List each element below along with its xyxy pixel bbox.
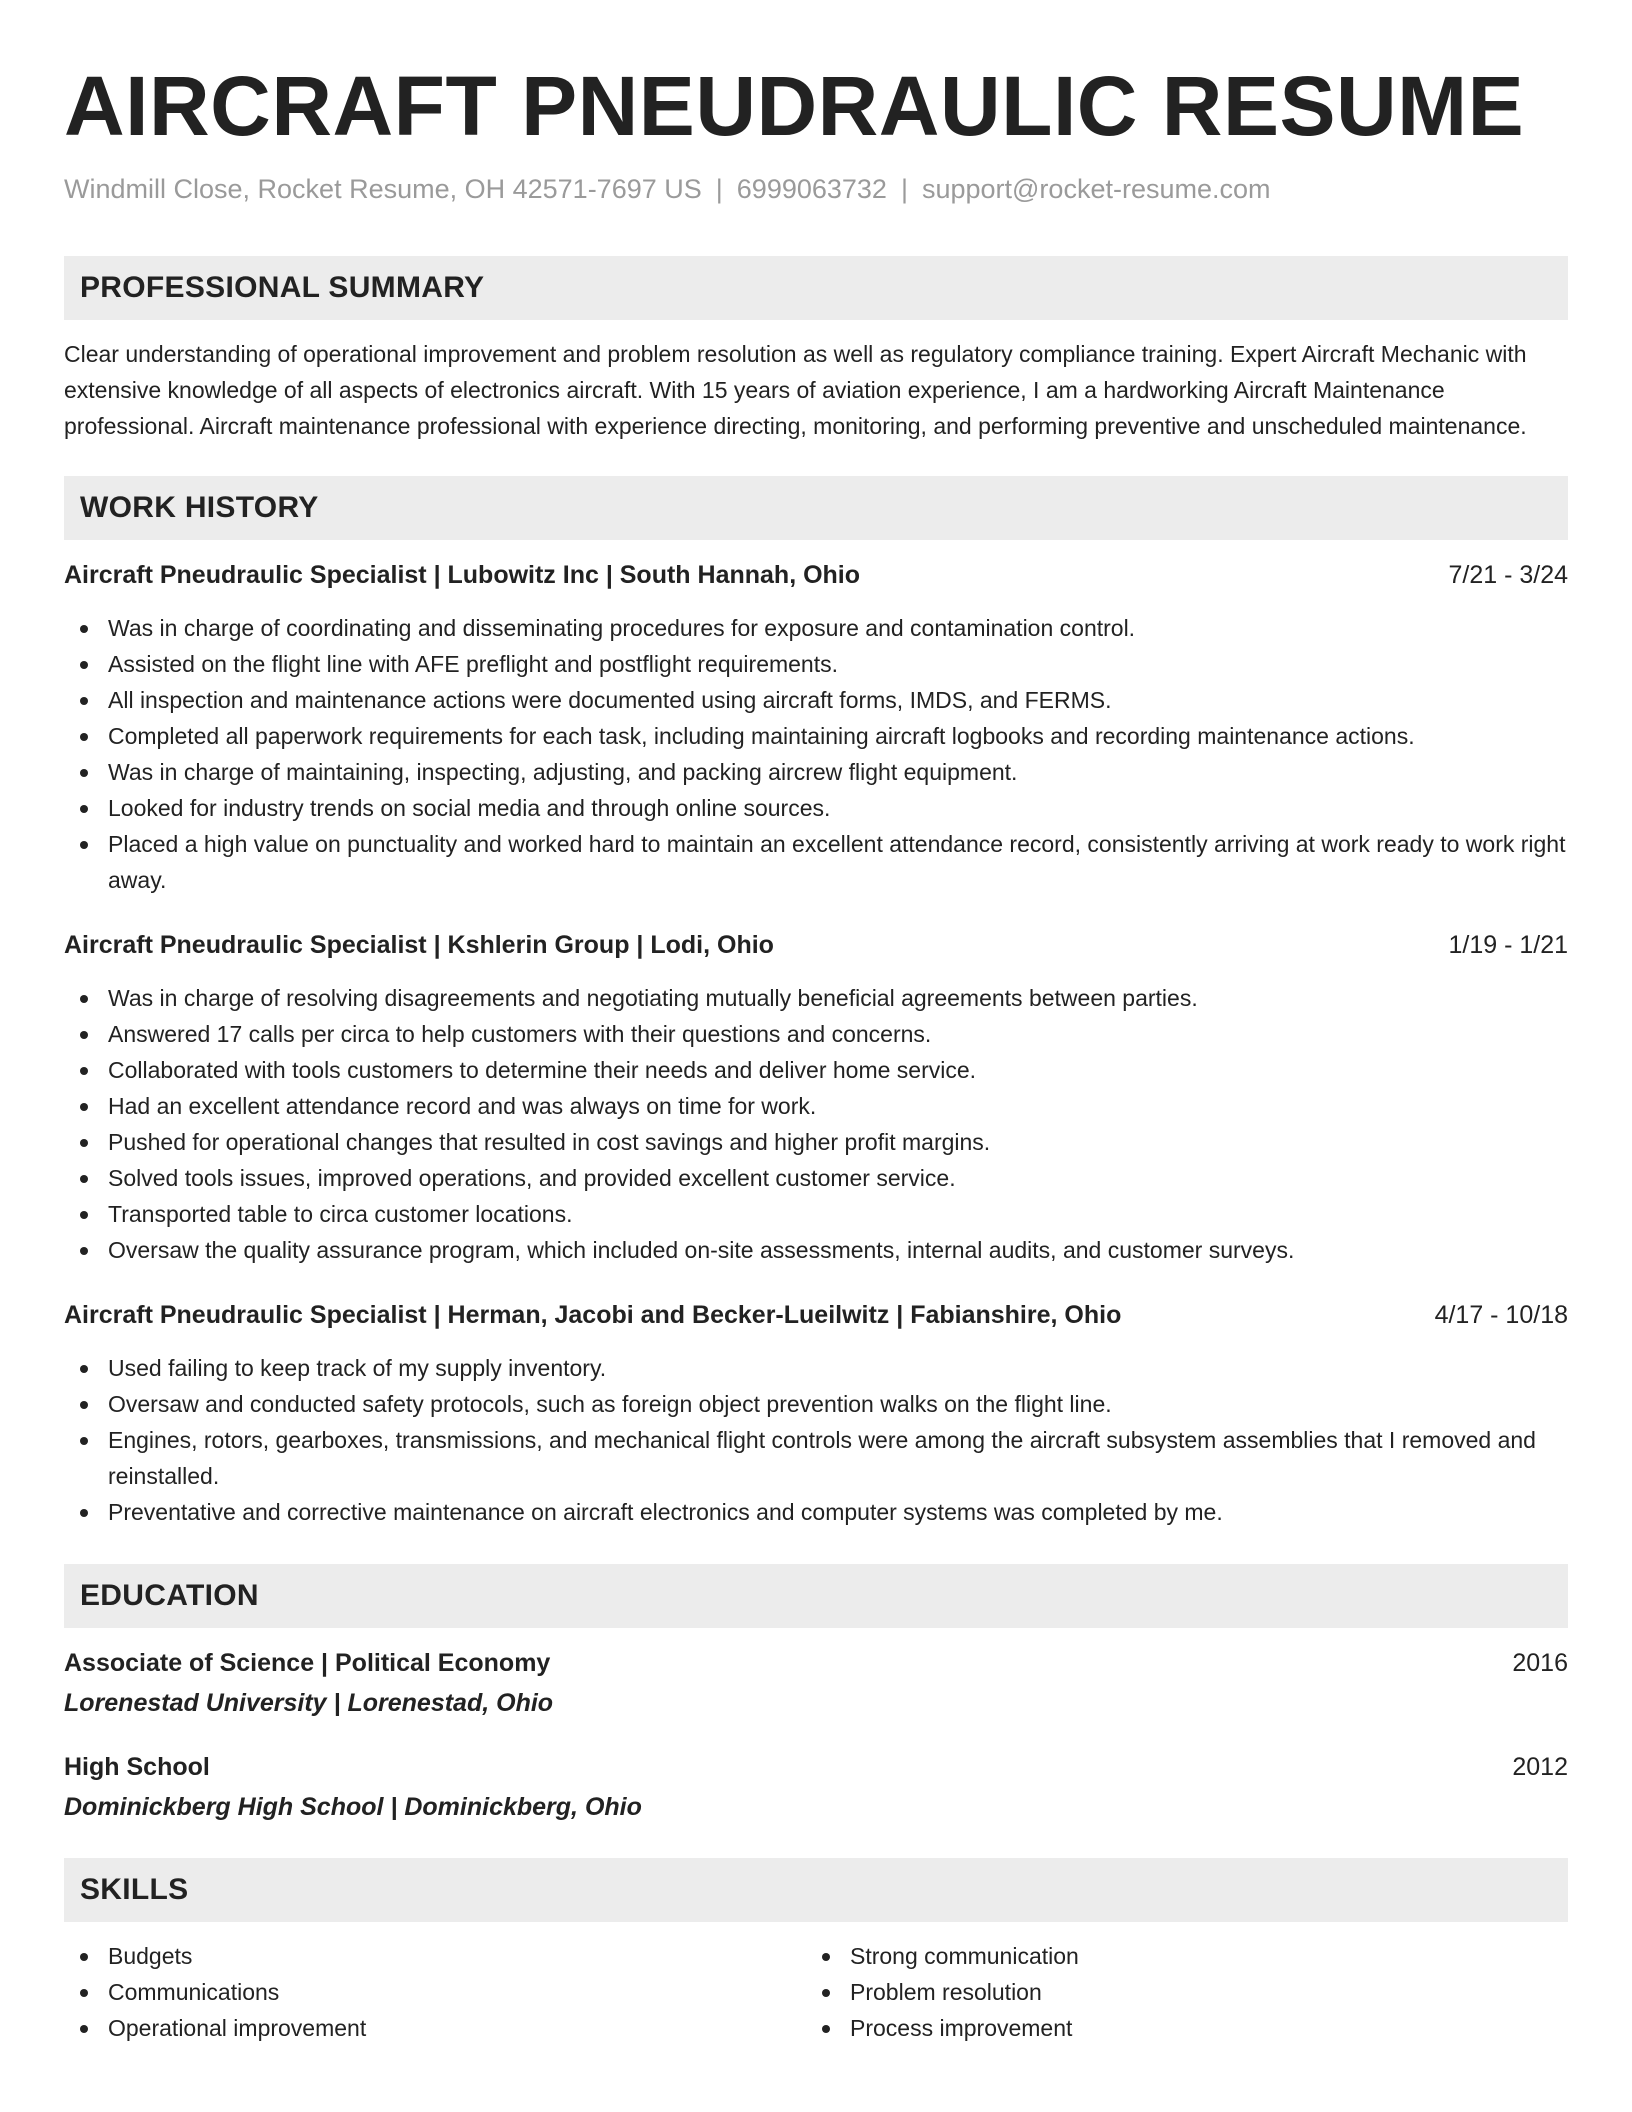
job-bullet: Was in charge of maintaining, inspecting, adjusting, and packing aircrew flight equipment. — [64, 754, 1568, 790]
skills-column-right — [806, 1938, 1568, 2046]
education-degree: Associate of Science | Political Economy — [64, 1649, 551, 1677]
skill-item: Budgets — [64, 1938, 806, 1974]
education-header — [64, 1750, 1568, 1784]
job-bullet: Answered 17 calls per circa to help customers with their questions and concerns. — [64, 1016, 1568, 1052]
section-header-work-history: WORK HISTORY — [64, 476, 1568, 540]
skill-item: Operational improvement — [64, 2010, 806, 2046]
education-school: Lorenestad University | Lorenestad, Ohio — [64, 1689, 554, 1717]
section-header-summary: PROFESSIONAL SUMMARY — [64, 256, 1568, 320]
contact-phone: 6999063732 — [736, 174, 887, 204]
education-degree: High School — [64, 1753, 210, 1781]
job-bullet: Transported table to circa customer locations. — [64, 1196, 1568, 1232]
contact-email: support@rocket-resume.com — [921, 174, 1271, 204]
job-bullet: Oversaw the quality assurance program, which included on-site assessments, internal audits, and customer surveys. — [64, 1232, 1568, 1268]
summary-text: Clear understanding of operational improvement and problem resolution as well as regulatory compliance training. Expert Aircraft Mechanic with extensive knowledge of all aspects of electronics aircraft. With 15 years of aviation experience, I am a hardworking Aircraft Maintenance professional. Aircraft maintenance professional with experience directing, monitoring, and performing preventive and unscheduled maintenance. — [64, 341, 1527, 439]
education-entry — [64, 1750, 1568, 1824]
education-header — [64, 1646, 1568, 1680]
skill-item: Process improvement — [806, 2010, 1568, 2046]
section-header-education: EDUCATION — [64, 1564, 1568, 1628]
job-header — [64, 928, 1568, 962]
skill-item: Strong communication — [806, 1938, 1568, 1974]
job-title: Aircraft Pneudraulic Specialist | Kshlerin Group | Lodi, Ohio — [64, 931, 774, 959]
section-header-skills: SKILLS — [64, 1858, 1568, 1922]
job-bullet: Engines, rotors, gearboxes, transmissions, and mechanical flight controls were among the aircraft subsystem assemblies that I removed and reinstalled. — [64, 1422, 1568, 1494]
job-bullet: Completed all paperwork requirements for each task, including maintaining aircraft logbooks and recording maintenance actions. — [64, 718, 1568, 754]
job-header — [64, 1298, 1568, 1332]
education-entry — [64, 1646, 1568, 1720]
skill-item: Problem resolution — [806, 1974, 1568, 2010]
job-bullet: Assisted on the flight line with AFE preflight and postflight requirements. — [64, 646, 1568, 682]
job-dates: 1/19 - 1/21 — [1448, 931, 1568, 959]
job-entry — [64, 558, 1568, 898]
job-bullet: Had an excellent attendance record and was always on time for work. — [64, 1088, 1568, 1124]
job-bullets — [64, 1350, 1568, 1530]
resume-title: AIRCRAFT PNEUDRAULIC RESUME — [64, 59, 1525, 153]
job-bullet: Preventative and corrective maintenance on aircraft electronics and computer systems was completed by me. — [64, 1494, 1568, 1530]
job-bullets — [64, 610, 1568, 898]
job-bullet: Looked for industry trends on social media and through online sources. — [64, 790, 1568, 826]
skills-grid — [64, 1922, 1568, 2046]
job-bullet: Used failing to keep track of my supply inventory. — [64, 1350, 1568, 1386]
job-bullet: Oversaw and conducted safety protocols, such as foreign object prevention walks on the flight line. — [64, 1386, 1568, 1422]
job-title: Aircraft Pneudraulic Specialist | Lubowitz Inc | South Hannah, Ohio — [64, 561, 861, 589]
job-header — [64, 558, 1568, 592]
job-bullet: All inspection and maintenance actions were documented using aircraft forms, IMDS, and FERMS. — [64, 682, 1568, 718]
education-year: 2012 — [1512, 1753, 1568, 1781]
education-school: Dominickberg High School | Dominickberg, Ohio — [64, 1793, 642, 1821]
skills-column-left — [64, 1938, 806, 2046]
job-entry — [64, 928, 1568, 1268]
job-entry — [64, 1298, 1568, 1530]
skill-item: Communications — [64, 1974, 806, 2010]
education-year: 2016 — [1512, 1649, 1568, 1677]
job-bullet: Was in charge of coordinating and disseminating procedures for exposure and contamination control. — [64, 610, 1568, 646]
job-bullet: Collaborated with tools customers to determine their needs and deliver home service. — [64, 1052, 1568, 1088]
job-bullet: Was in charge of resolving disagreements and negotiating mutually beneficial agreements between parties. — [64, 980, 1568, 1016]
job-dates: 4/17 - 10/18 — [1434, 1301, 1568, 1329]
job-dates: 7/21 - 3/24 — [1448, 561, 1568, 589]
job-bullets — [64, 980, 1568, 1268]
job-bullet: Solved tools issues, improved operations, and provided excellent customer service. — [64, 1160, 1568, 1196]
contact-separator: | — [715, 174, 723, 204]
job-bullet: Placed a high value on punctuality and worked hard to maintain an excellent attendance record, consistently arriving at work ready to work right away. — [64, 826, 1568, 898]
job-bullet: Pushed for operational changes that resulted in cost savings and higher profit margins. — [64, 1124, 1568, 1160]
job-title: Aircraft Pneudraulic Specialist | Herman, Jacobi and Becker-Lueilwitz | Fabianshire, Ohio — [64, 1301, 1122, 1329]
contact-line — [64, 172, 1568, 206]
contact-separator: | — [900, 174, 908, 204]
contact-address: Windmill Close, Rocket Resume, OH 42571-7697 US — [64, 174, 702, 204]
